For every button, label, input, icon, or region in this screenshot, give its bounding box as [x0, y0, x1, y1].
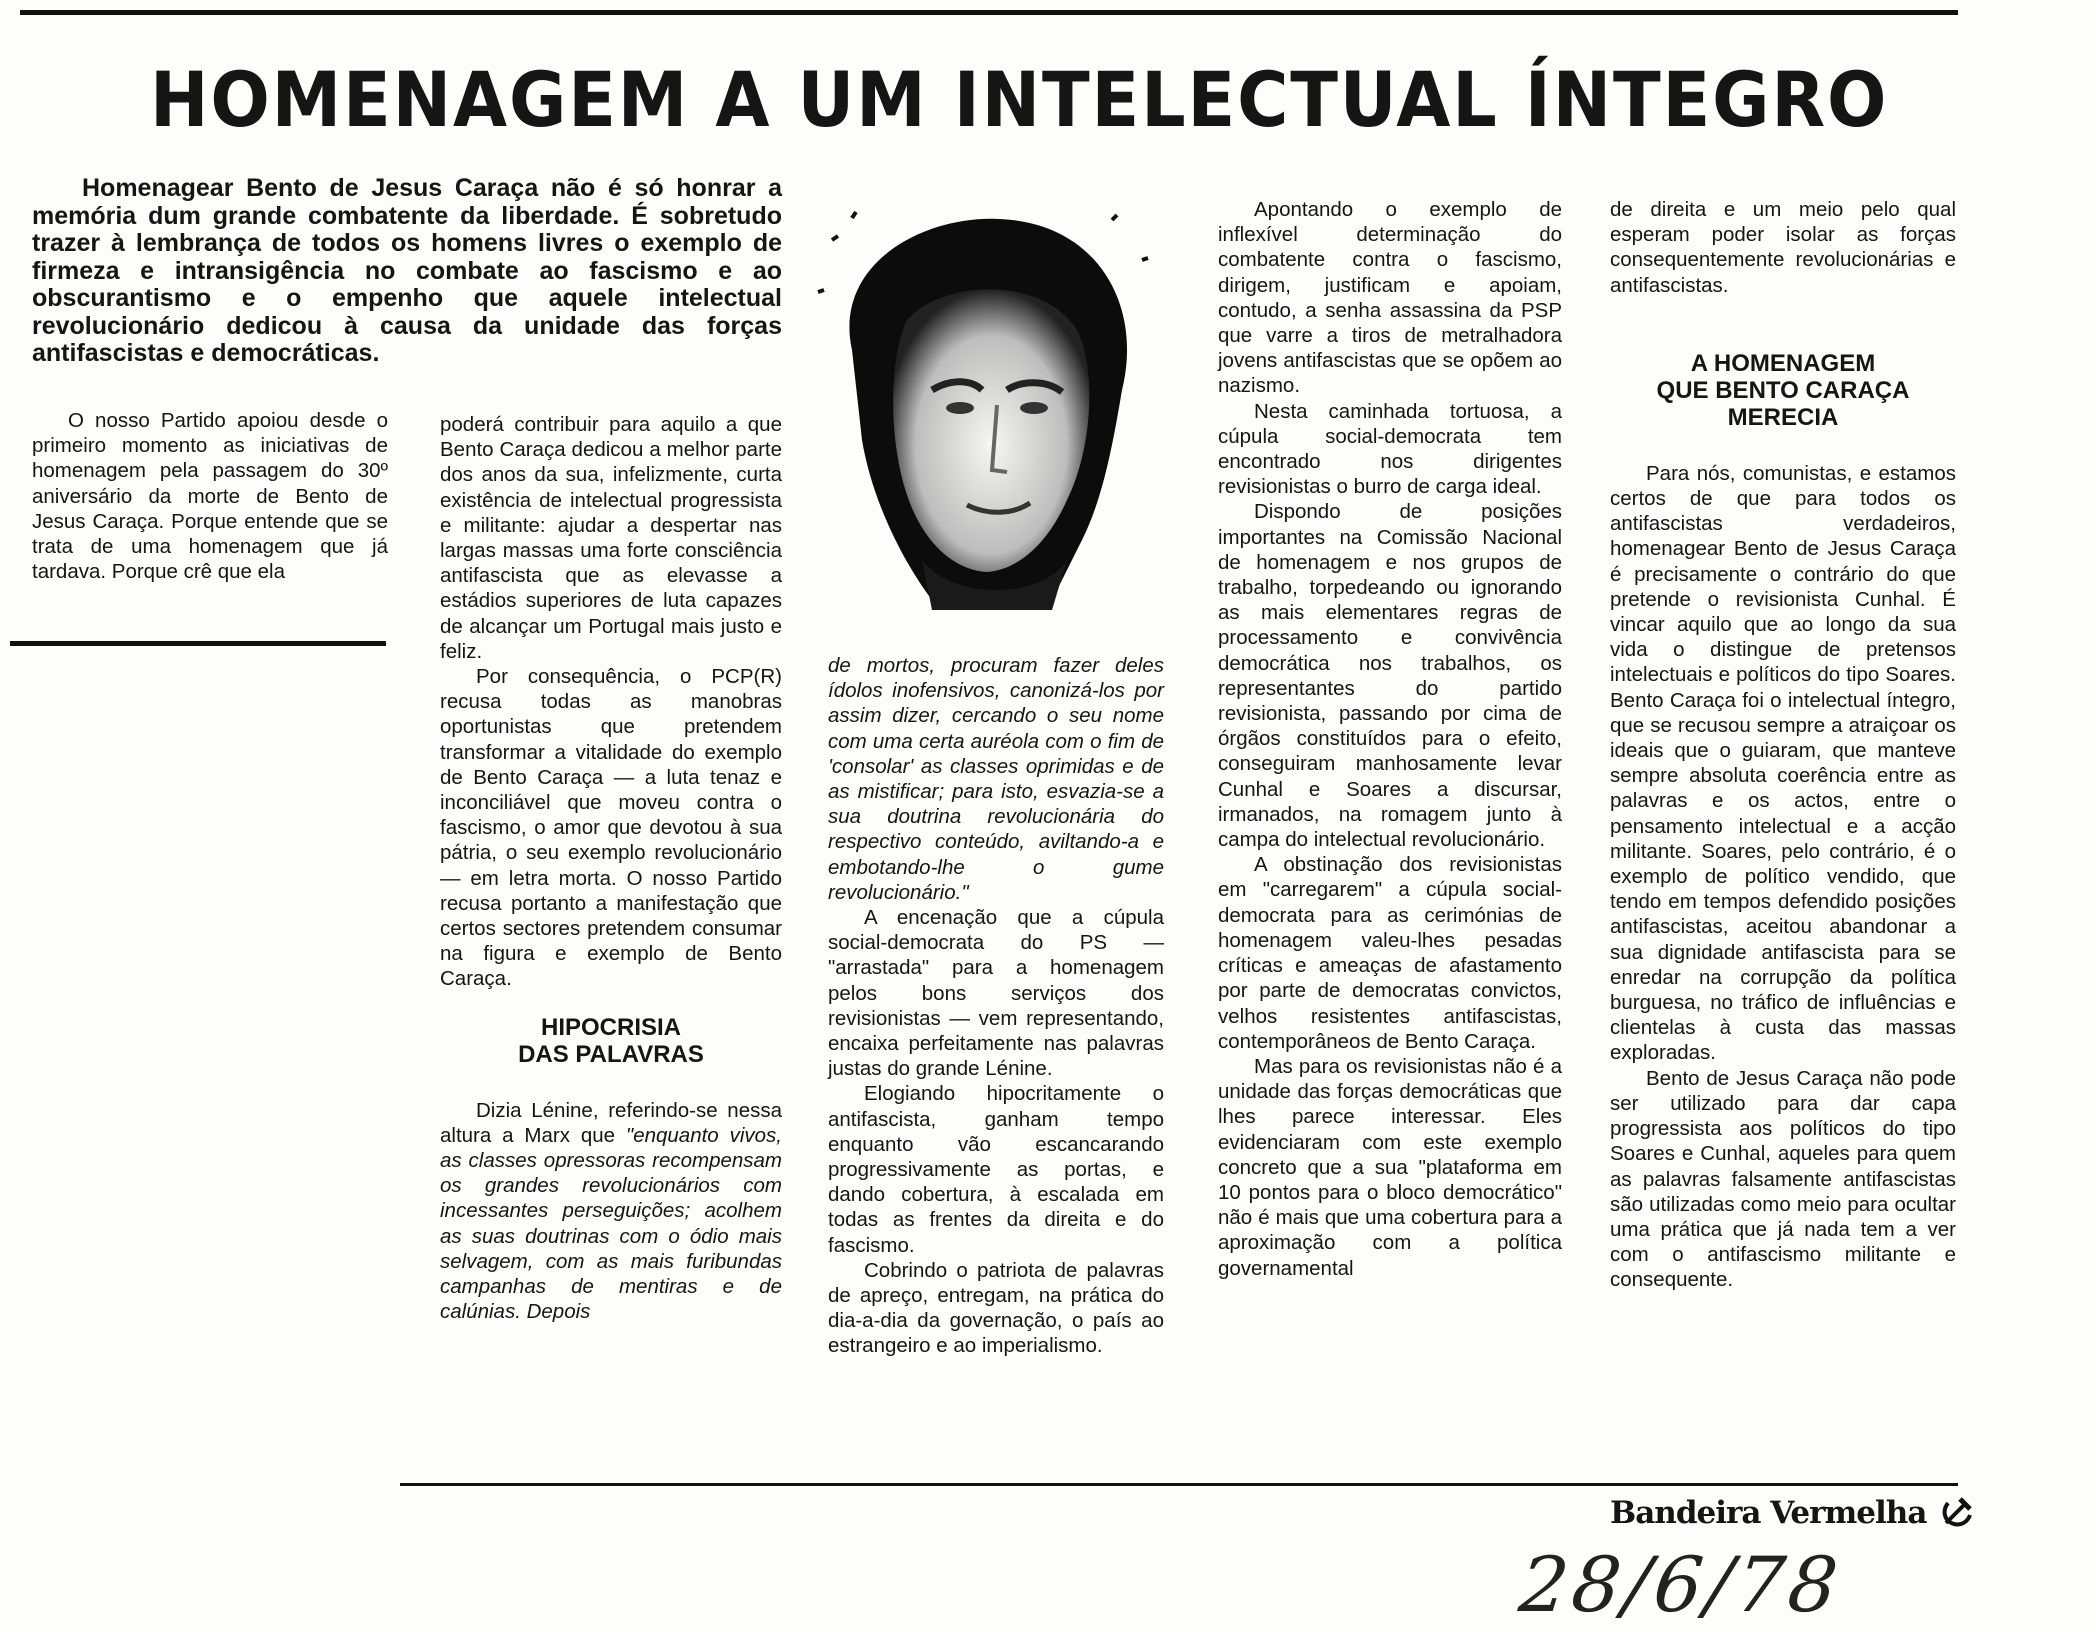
col3-paragraph-2: Elogiando hipocritamente o antifascista, ganham tempo enquanto vão escancarando progressivamente as portas, e dando cobertura, à escalada em todas as frentes da direita e do fascismo.: [828, 1082, 1164, 1257]
column-1: [32, 408, 388, 584]
portrait-illustration: [812, 200, 1162, 610]
subhead-hipocrisia-line1: HIPOCRISIA: [540, 1013, 681, 1041]
col4-paragraph-2: Nesta caminhada tortuosa, a cúpula social-democrata tem encontrado nos dirigentes revisionistas o burro de carga ideal.: [1218, 399, 1562, 499]
col1-paragraph: O nosso Partido apoiou desde o primeiro momento as iniciativas de homenagem pela passagem do 30º aniversário da morte de Bento de Jesus Caraça. Porque entende que se trata de uma homenagem que já tardava. Porque crê que ela: [32, 409, 388, 584]
col2-paragraph-3: [440, 1098, 782, 1325]
col2-paragraph-3-lead: Dizia Lénine, referindo-se nessa altura a Marx que: [440, 1098, 782, 1147]
col5-paragraph-2: Bento de Jesus Caraça não pode ser utilizado para dar capa progressista aos políticos do tipo Soares e Cunhal, aqueles para quem as palavras falsamente antifascistas são utilizadas como meio para ocultar uma prática que já nada tem a ver com o antifascismo militante e consequente.: [1610, 1066, 1956, 1292]
col3-paragraph-1: A encenação que a cúpula social-democrata do PS — "arrastada" para a homenagem pelos bons serviços dos revisionistas — vem representando, encaixa perfeitamente nas palavras justas do grande Lénine.: [828, 906, 1164, 1081]
col5-paragraph-0: de direita e um meio pelo qual esperam poder isolar as forças consequentemente revolucionárias e antifascistas.: [1610, 198, 1956, 297]
subhead-hipocrisia-line2: DAS PALAVRAS: [518, 1040, 704, 1068]
headline: HOMENAGEM A UM INTELECTUAL ÍNTEGRO: [150, 55, 1889, 144]
column-5: [1610, 197, 1956, 1293]
masthead-title: Bandeira Vermelha: [1610, 1495, 1927, 1531]
subhead-homenagem-line1: A HOMENAGEM: [1690, 349, 1876, 377]
bottom-rule: [400, 1483, 1958, 1486]
col4-paragraph-3: Dispondo de posições importantes na Comissão Nacional de homenagem e nos grupos de trabalho, torpedeando ou ignorando as mais elementares regras de processamento e convivência democrática nos trabalhos, os representantes do partido revisionista, passando por cima de órgãos constituídos para o efeito, conseguiram manhosamente levar Cunhal e Soares a discursar, irmanados, na romagem junto à campa do intelectual revolucionário.: [1218, 500, 1562, 852]
col4-paragraph-4: A obstinação dos revisionistas em "carregarem" a cúpula social-democrata para as cerimónias de homenagem valeu-lhes pesadas críticas e ameaças de afastamento por parte de democratas convictos, velhos resistentes antifascistas, contemporâneos de Bento Caraça.: [1218, 853, 1562, 1053]
col2-paragraph-1: poderá contribuir para aquilo a que Bento Caraça dedicou a melhor parte dos anos da sua, infelizmente, curta existência de intelectual progressista e militante: ajudar a despertar nas largas massas uma forte consciência antifascista que as elevasse a estádios superiores de luta capazes de alcançar um Portugal mais justo e feliz.: [440, 413, 782, 663]
col4-paragraph-5: Mas para os revisionistas não é a unidade das forças democráticas que lhes parece interessar. Eles evidenciaram com este exemplo concreto que a sua "plataforma em 10 pontos para o bloco democrático" não é mais que uma cobertura para a aproximação com a política governamental: [1218, 1054, 1562, 1280]
column-2: [440, 412, 782, 1325]
top-rule: [20, 10, 1958, 15]
col2-paragraph-2: Por consequência, o PCP(R) recusa todas as manobras oportunistas que pretendem transformar a vitalidade do exemplo de Bento Caraça — a luta tenaz e inconciliável que moveu contra o fascismo, o amor que devotou à sua pátria, o seu exemplo revolucionário — em letra morta. O nosso Partido recusa portanto a manifestação que certos sectores pretendem consumar na figura e exemplo de Bento Caraça.: [440, 665, 782, 991]
masthead-logo: [1610, 1495, 1974, 1531]
subhead-homenagem-line2: QUE BENTO CARAÇA: [1656, 376, 1910, 404]
col4-paragraph-1: Apontando o exemplo de inflexível determinação do combatente contra o fascismo, dirigem, justificam e apoiam, contudo, a senha assassina da PSP que varre a tiros de metralhadora jovens antifascistas que se opõem ao nazismo.: [1218, 198, 1562, 398]
hammer-sickle-icon: [1940, 1497, 1974, 1527]
lede-paragraph: Homenagear Bento de Jesus Caraça não é só honrar a memória dum grande combatente da liberdade. É sobretudo trazer à lembrança de todos os homens livres o exemplo de firmeza e intransigência no combate ao fascismo e ao obscurantismo e o empenho que aquele intelectual revolucionário dedicou à causa da unidade das forças antifascistas e democráticas.: [32, 174, 782, 367]
col5-paragraph-1: Para nós, comunistas, e estamos certos de que para todos os antifascistas verdadeiros, homenagear Bento de Jesus Caraça é precisamente o contrário do que pretende o revisionista Cunhal. É vincar aquilo que ao longo da sua vida o distingue de pretensos intelectuais e políticos do tipo Soares. Bento Caraça foi o intelectual íntegro, que se recusou sempre a atraiçoar os ideais que o guiaram, que manteve sempre absoluta coerência entre as palavras e os actos, entre o pensamento intelectual e a acção militante. Soares, pelo contrário, é o exemplo de político vendido, que tendo em tempos defendido posições antifascistas, aceitou abandonar a sua dignidade antifascista para se enredar na corrupção da política burguesa, no tráfico de influências e clientelas à custa das massas exploradas.: [1610, 461, 1956, 1065]
lenin-quote-start: "enquanto vivos, as classes opressoras recompensam os grandes revolucionários com incessantes perseguições; acolhem as suas doutrinas com o ódio mais selvagem, com as mais furibundas campanhas de mentiras e de calúnias. Depois: [440, 1123, 782, 1324]
col3-paragraph-3: Cobrindo o patriota de palavras de apreço, entregam, na prática do dia-a-dia da governação, o país ao estrangeiro e ao imperialismo.: [828, 1258, 1164, 1358]
subhead-homenagem-line3: MERECIA: [1727, 403, 1839, 431]
lede-divider-rule: [10, 641, 386, 646]
lenin-quote-continued: de mortos, procuram fazer deles ídolos inofensivos, canonizá-los por assim dizer, cercando o seu nome com uma certa auréola com o fim de 'consolar' as classes oprimidas e de as mistificar; para isto, esvazia-se a sua doutrina revolucionária do respectivo conteúdo, aviltando-a e embotando-lhe o gume revolucionário.": [828, 654, 1164, 904]
subhead-hipocrisia: [440, 1014, 782, 1068]
subhead-homenagem: [1610, 350, 1956, 431]
column-4: [1218, 197, 1562, 1281]
handwritten-date: 28/6/78: [1515, 1540, 1846, 1629]
column-3: [828, 653, 1164, 1359]
